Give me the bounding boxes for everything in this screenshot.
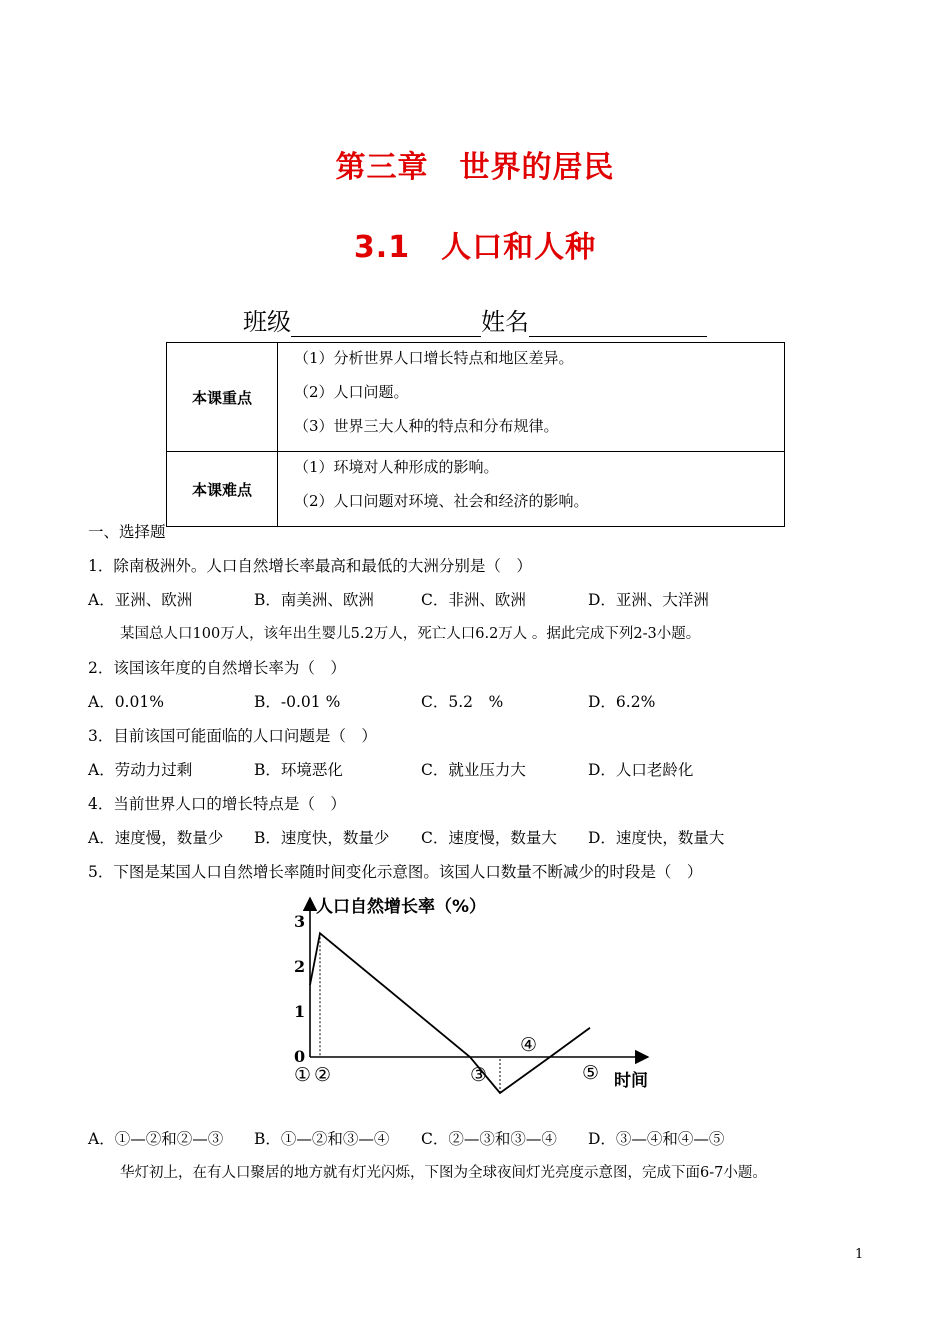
q3-option-c[interactable]: C．就业压力大	[421, 761, 526, 779]
key-point-item: （1）分析世界人口增长特点和地区差异。	[294, 349, 574, 367]
class-label: 班级	[243, 308, 291, 336]
x-axis-label: 时间	[614, 1071, 648, 1091]
q5-option-a[interactable]: A．①—②和②—③	[88, 1130, 224, 1148]
key-point-item: （2）人口问题。	[294, 383, 409, 401]
point-label: ②	[314, 1064, 332, 1086]
difficulty-items	[278, 452, 785, 527]
q5-option-b[interactable]: B．①—②和③—④	[254, 1130, 390, 1148]
y-tick-label: 3	[294, 912, 306, 931]
q3-stem: 3．目前该国可能面临的人口问题是（ ）	[88, 727, 377, 745]
q4-option-c[interactable]: C．速度慢，数量大	[421, 829, 557, 847]
q2-stem: 2．该国该年度的自然增长率为（ ）	[88, 659, 346, 677]
section-heading: 一、选择题	[88, 523, 166, 541]
q5-option-c[interactable]: C．②—③和③—④	[421, 1130, 557, 1148]
q3-option-a[interactable]: A．劳动力过剩	[88, 761, 193, 779]
key-points-table	[166, 342, 785, 527]
difficulty-header: 本课难点	[167, 452, 278, 527]
q4-option-a[interactable]: A．速度慢，数量少	[88, 829, 224, 847]
chapter-title: 第三章 世界的居民	[335, 150, 615, 185]
y-tick-label: 1	[294, 1002, 306, 1021]
q1-stem: 1．除南极洲外。人口自然增长率最高和最低的大洲分别是（ ）	[88, 557, 532, 575]
difficulty-item: （2）人口问题对环境、社会和经济的影响。	[294, 492, 589, 510]
q3-option-b[interactable]: B．环境恶化	[254, 761, 343, 779]
y-axis-label: 人口自然增长率（%）	[316, 897, 487, 917]
q2-option-d[interactable]: D．6.2%	[588, 693, 656, 711]
q1-option-d[interactable]: D．亚洲、大洋洲	[588, 591, 709, 609]
point-label: ①	[294, 1064, 312, 1086]
intro-6-7: 华灯初上，在有人口聚居的地方就有灯光闪烁，下图为全球夜间灯光亮度示意图，完成下面6-7小题。	[120, 1165, 767, 1181]
q5-stem: 5．下图是某国人口自然增长率随时间变化示意图。该国人口数量不断减少的时段是（ ）	[88, 863, 703, 881]
difficulty-item: （1）环境对人种形成的影响。	[294, 458, 499, 476]
point-label: ③	[470, 1064, 488, 1086]
page-number: 1	[855, 1247, 864, 1262]
name-blank[interactable]	[529, 310, 707, 337]
growth-rate-chart	[280, 890, 680, 1100]
q1-option-a[interactable]: A．亚洲、欧洲	[88, 591, 193, 609]
section-title: 3.1 人口和人种	[353, 230, 597, 265]
q4-option-d[interactable]: D．速度快，数量大	[588, 829, 725, 847]
key-point-item: （3）世界三大人种的特点和分布规律。	[294, 417, 559, 435]
key-points-header: 本课重点	[167, 343, 278, 452]
q2-option-c[interactable]: C．5.2 %	[421, 693, 504, 711]
q5-option-d[interactable]: D．③—④和④—⑤	[588, 1130, 725, 1148]
series-line	[310, 933, 590, 1093]
difficulty-row	[167, 452, 785, 527]
q2-option-a[interactable]: A．0.01%	[88, 693, 164, 711]
point-label: ④	[520, 1034, 538, 1056]
q4-option-b[interactable]: B．速度快，数量少	[254, 829, 390, 847]
q1-option-b[interactable]: B．南美洲、欧洲	[254, 591, 374, 609]
y-tick-label: 0	[294, 1047, 306, 1066]
intro-2-3: 某国总人口100万人，该年出生婴儿5.2万人，死亡人口6.2万人 。据此完成下列2-3小题。	[120, 626, 701, 642]
q1-option-c[interactable]: C．非洲、欧洲	[421, 591, 526, 609]
y-tick-label: 2	[294, 957, 306, 976]
q2-option-b[interactable]: B．-0.01 %	[254, 693, 341, 711]
point-label: ⑤	[582, 1062, 600, 1084]
class-name-line	[0, 302, 950, 337]
key-points-row	[167, 343, 785, 452]
q3-option-d[interactable]: D．人口老龄化	[588, 761, 694, 779]
key-points-items	[278, 343, 785, 452]
class-blank[interactable]	[291, 310, 481, 337]
q4-stem: 4．当前世界人口的增长特点是（ ）	[88, 795, 346, 813]
name-label: 姓名	[481, 308, 529, 336]
